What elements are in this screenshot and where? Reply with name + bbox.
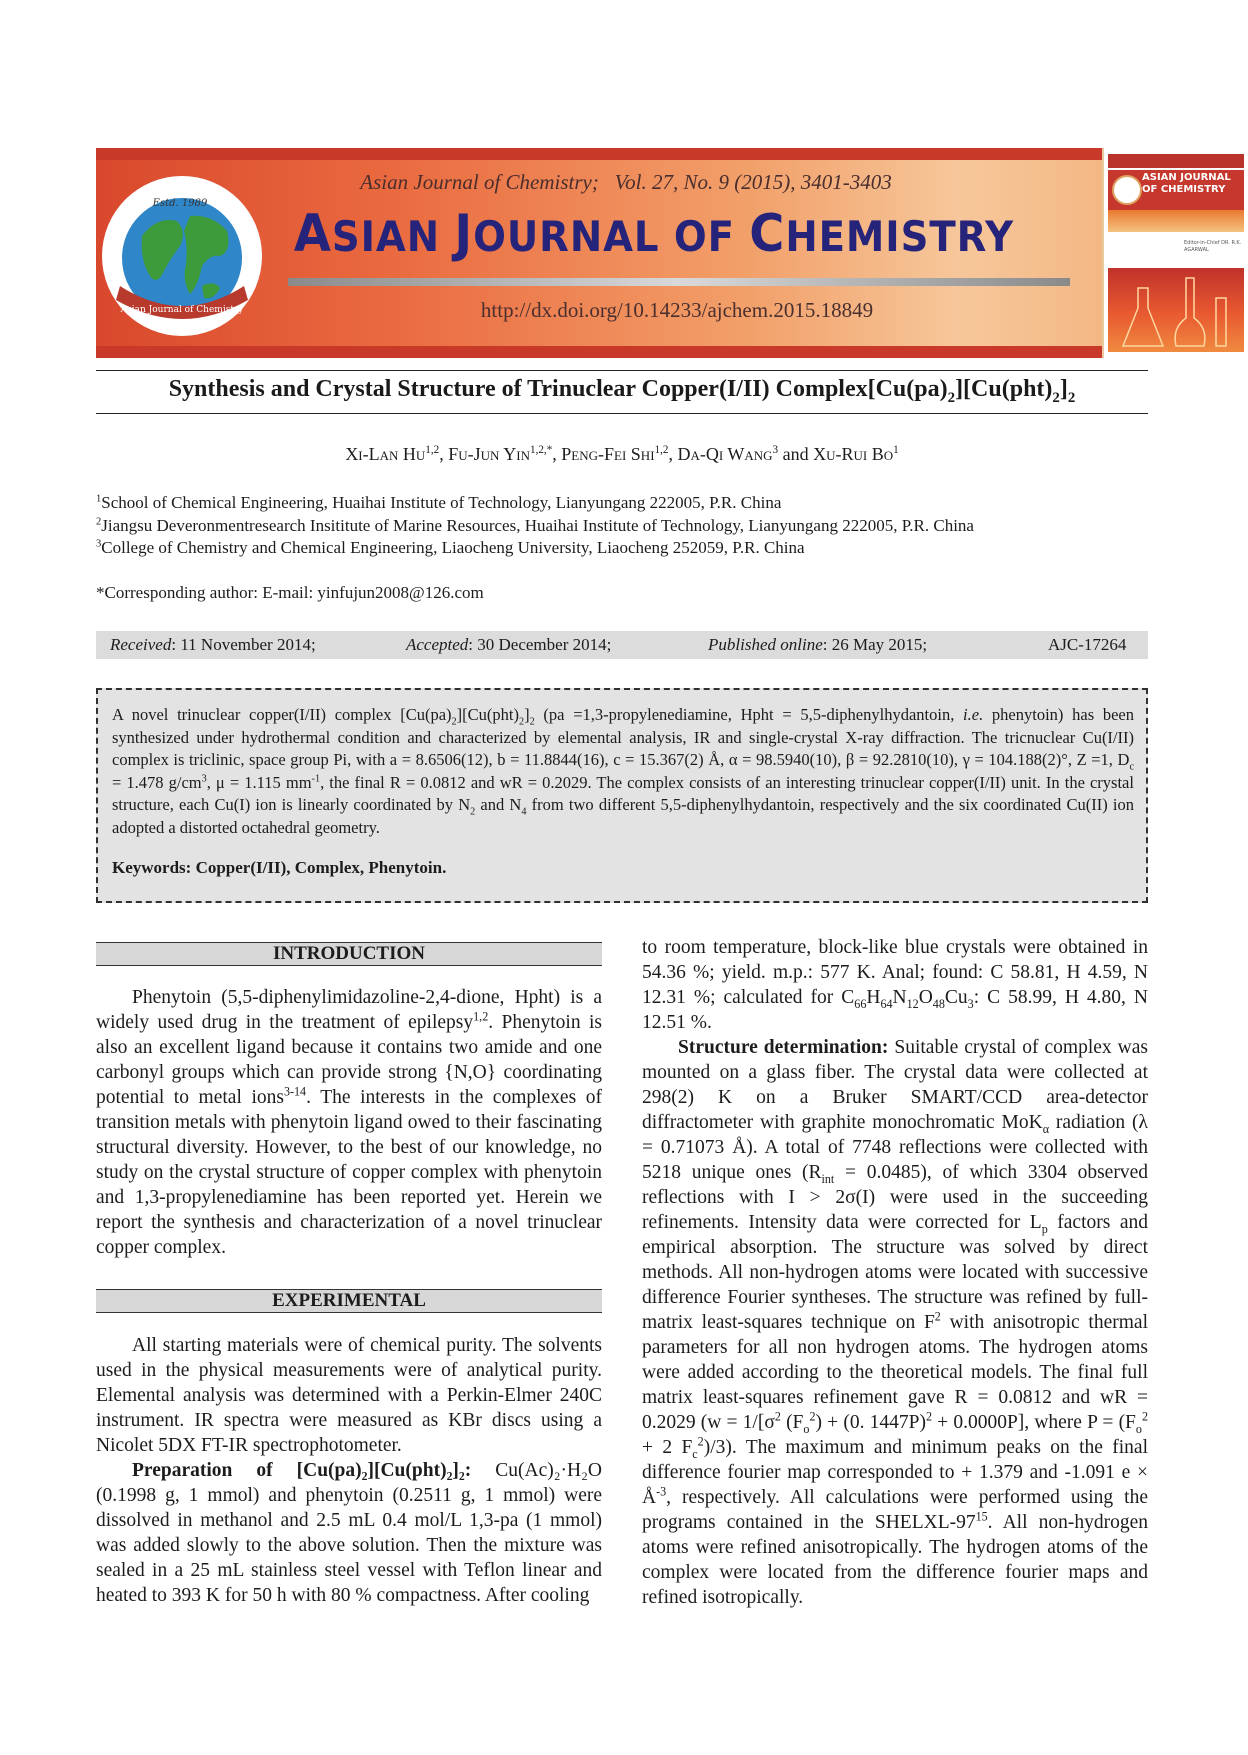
title-top-rule	[96, 370, 1148, 371]
author-name: Xi-Lan Hu	[345, 444, 426, 464]
cover-title: ASIAN JOURNAL OF CHEMISTRY	[1142, 172, 1231, 195]
affiliations	[96, 492, 1156, 560]
author-name: Fu-Jun Yin	[448, 444, 530, 464]
logo-ribbon-text: Asian Journal of Chemistry	[120, 305, 244, 315]
affiliation-line: $^3$College of Chemistry and Chemical Engineering, Liaocheng University, Liaocheng 252059, P.R. China	[96, 538, 805, 557]
experimental-paragraphs	[96, 1333, 602, 1608]
journal-citation	[346, 170, 906, 195]
paper-title: Synthesis and Crystal Structure of Trinuclear Copper(I/II) $Complex[Cu(pa)_2][Cu(pht)_2]_2$	[168, 376, 1076, 406]
author-name: Peng-Fei Shi	[561, 444, 655, 464]
accepted-date: Accepted: 30 December 2014;	[406, 635, 612, 654]
published-date: Published online: 26 May 2015;	[708, 635, 928, 654]
cover-editor: Editor-in-Chief DR. R.K. AGARWAL	[1184, 240, 1242, 253]
materials-paragraph: All starting materials were of chemical purity. The solvents used in the physical measurements were of analytical purity. Elemental analysis was determined with a Perkin-Elmer 240C instrument. IR spectra were measured as KBr discs using a Nicolet 5DX FT-IR spectrophotometer.	[96, 1335, 602, 1456]
right-column-text	[642, 935, 1148, 1610]
author-name: Xu-Rui Bo	[813, 444, 894, 464]
analysis-paragraph: to room temperature, block-like blue crystals were obtained in 54.36 %; yield. m.p.: 577 K. Anal; found: C 58.81, H 4.59, N 12.31 %; calculated for $C_{66}H_{64}N_{12}O_{48}Cu_3$: C 58.99, H 4.80, N 12.51 %.	[642, 937, 1148, 1033]
journal-banner	[96, 148, 1242, 358]
experimental-heading: EXPERIMENTAL	[96, 1289, 602, 1313]
structure-determination-paragraph: Structure determination: Suitable crystal of complex was mounted on a glass fiber. The crystal data were collected at 298(2) K on a Bruker SMART/CCD area-detector diffractometer with graphite monochromatic MoK$_\alpha$ radiation (λ = 0.71073 Å). A total of 7748 reflections were collected with 5218 unique ones $(R_{int} = 0.0485)$, of which 3304 observed reflections with I > 2σ(I) were used in the succeeding refinements. Intensity data were corrected for $L_p$ factors and empirical absorption. The structure was solved by direct methods. All non-hydrogen atoms were located with successive difference Fourier syntheses. The structure was refined by full-matrix least-squares technique on $F^2$ with anisotropic thermal parameters for all non hydrogen atoms. The hydrogen atoms were added according to the theoretical models. The final full matrix least-squares refinement gave R = 0.0812 and wR = 0.2029 ($w = 1/[\sigma^2$ $(F_o^2) + (0$. 1447P)$^2$ + 0.0000P], where $P = (F_o^2 + 2$ $F_c^2)/3$). The maximum and minimum peaks on the final difference fourier map corresponded to + 1.379 and -1.091 $e \times Å^{-3}$, respectively. All calculations were performed using the programs contained in the SHELXL-$97^{15}$. All non-hydrogen atoms were refined anisotropically. The hydrogen atoms of the complex were located from the difference fourier maps and refined isotropically.	[642, 1037, 1149, 1608]
affiliation-line: $^2$Jiangsu Deveronmentresearch Insititute of Marine Resources, Huaihai Institute of Technology, Lianyungang 222005, P.R. China	[96, 515, 974, 535]
keywords: Keywords: Copper(I/II), Complex, Phenytoin.	[112, 858, 447, 877]
abstract-text: A novel trinuclear copper(I/II) complex $[Cu(pa)_2][Cu(pht)_2]_2$ (pa =1,3-propylenediamine, Hpht = 5,5-diphenylhydantoin, i.e. phenytoin) has been synthesized under hydrothermal condition and characterized by elemental analysis, IR and single-crystal X-ray diffraction. The tricnuclear Cu(I/II) complex is triclinic, space group Pi, with a = 8.6506(12), b = 11.8844(16), c = 15.367(2) Å, α = 98.5940(10), β = 92.2810(10), γ = 104.188(2)°, Z =1, $D_c = 1.478$ $g/cm^3$, μ = 1.115 $mm^{-1}$, the final R = 0.0812 and wR = 0.2029. The complex consists of an interesting trinuclear copper(I/II) unit. In the crystal structure, each Cu(I) ion is linearly coordinated by $N_2$ and $N_4$ from two different 5,5-diphenylhydantoin, respectively and the six coordinated Cu(II) ion adopted a distorted octahedral geometry.	[112, 705, 1134, 837]
introduction-heading: INTRODUCTION	[96, 942, 602, 966]
journal-logo	[102, 176, 262, 336]
cover-lab-glassware-image	[1108, 268, 1244, 352]
dates-bar	[96, 631, 1148, 659]
banner-bottom-stripe	[96, 346, 1148, 358]
cover-logo-icon	[1112, 175, 1142, 205]
journal-brand-title: ASIAN JOURNAL OF CHEMISTRY	[293, 204, 1015, 264]
received-date: Received: 11 November 2014;	[110, 635, 316, 654]
banner-top-stripe	[96, 148, 1148, 160]
logo-estd-text: Estd. 1989	[152, 198, 208, 209]
corresponding-author: *Corresponding author: E-mail: yinfujun2008@126.com	[96, 583, 484, 602]
doi-link[interactable]: http://dx.doi.org/10.14233/ajchem.2015.18849	[480, 298, 874, 322]
article-code: AJC-17264	[1048, 635, 1127, 654]
preparation-paragraph: Preparation of [Cu(pa)₂][Cu(pht)₂]₂: Cu(Ac)₂·H₂O (0.1998 g, 1 mmol) and phenytoin (0.2511 g, 1 mmol) were dissolved in methanol and 2.5 mL 0.4 mol/L 1,3-pa (1 mmol) was added slowly to the above solution. Then the mixture was sealed in a 25 mL stainless steel vessel with Teflon linear and heated to 393 K for 50 h with 80 % compactness. After cooling	[96, 1460, 602, 1606]
author-name: Da-Qi Wang	[677, 444, 773, 464]
banner-rule	[288, 278, 1070, 286]
introduction-paragraph: Phenytoin (5,5-diphenylimidazoline-2,4-dione, Hpht) is a widely used drug in the treatment of epilepsy$^{1,2}$. Phenytoin is also an excellent ligand because it contains two amide and one carbonyl groups which can provide strong {N,O} coordinating potential to metal ions$^{3-14}$. The interests in the complexes of transition metals with phenytoin ligand owed to their fascinating structural diversity. However, to the best of our knowledge, no study on the crystal structure of copper complex with phenytoin and 1,3-propylenediamine has been reported yet. Herein we report the synthesis and characterization of a novel trinuclear copper complex.	[96, 987, 602, 1258]
affiliation-line: $^1$School of Chemical Engineering, Huaihai Institute of Technology, Lianyungang 222005, P.R. China	[96, 493, 782, 512]
abstract-box	[96, 688, 1148, 903]
citation-journal: Asian Journal of Chemistry;	[360, 170, 599, 194]
globe-icon	[102, 176, 262, 336]
journal-cover-thumbnail	[1102, 148, 1248, 358]
author-list: Xi-Lan Hu$^{1,2}$, Fu-Jun Yin$^{1,2,*}$, Peng-Fei Shi$^{1,2}$, Da-Qi Wang$^3$ and Xu-Rui Bo$^1$	[345, 444, 899, 464]
title-bottom-rule	[96, 413, 1148, 414]
citation-volume: Vol. 27, No. 9 (2015), 3401-3403	[614, 170, 892, 194]
